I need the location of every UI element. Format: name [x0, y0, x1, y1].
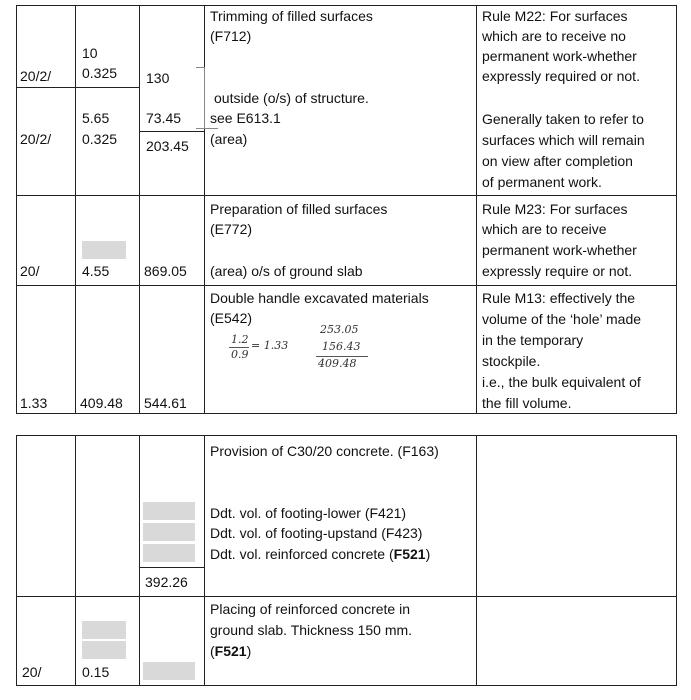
description-2: (F712) [210, 28, 252, 44]
note-3: permanent work-whether [482, 242, 637, 258]
hw-value-1: 253.05 [320, 323, 359, 336]
note-4: expressly require or not. [482, 263, 633, 279]
description-2: (E772) [210, 221, 253, 237]
timesing-2: 20/2/ [20, 131, 52, 147]
timesing: 20/ [22, 664, 42, 680]
note-2: volume of the ‘hole’ made [482, 311, 642, 327]
description-3: (F521) [210, 643, 252, 659]
description-4: Ddt. vol. reinforced concrete (F521) [210, 546, 431, 562]
squaring-1: 130 [146, 70, 170, 86]
note-3: in the temporary [482, 332, 584, 348]
redacted-cell-1 [143, 502, 195, 520]
description-1: Preparation of filled surfaces [210, 201, 388, 217]
dimension-4: 0.325 [82, 131, 118, 147]
note-4: stockpile. [482, 353, 541, 369]
squaring-2: 73.45 [146, 110, 182, 126]
dimension-1: 10 [82, 45, 98, 61]
squaring: 869.05 [144, 263, 187, 279]
redacted-cell [82, 241, 126, 259]
description-1: Placing of reinforced concrete in [210, 601, 410, 617]
description-1: Double handle excavated materials [210, 290, 429, 306]
note-5: i.e., the bulk equivalent of [482, 374, 641, 390]
description-3: outside (o/s) of structure. [214, 90, 369, 106]
note-8: of permanent work. [482, 174, 602, 190]
note-2: which are to receive no [482, 28, 626, 44]
hw-value-3: 409.48 [318, 357, 357, 370]
timesing: 20/ [20, 263, 40, 279]
dimension: 4.55 [82, 263, 110, 279]
calc-numerator: 1.2 [231, 333, 249, 346]
note-4: expressly required or not. [482, 68, 640, 84]
description-3: Ddt. vol. of footing-upstand (F423) [210, 525, 423, 541]
description-3: (area) o/s of ground slab [210, 263, 363, 279]
squaring: 544.61 [144, 395, 187, 411]
description-2: ground slab. Thickness 150 mm. [210, 622, 413, 638]
squaring-3: 203.45 [146, 138, 189, 154]
note-5: Generally taken to refer to [482, 111, 644, 127]
squaring: 392.26 [145, 574, 188, 590]
note-3: permanent work-whether [482, 48, 637, 64]
timesing-1: 20/2/ [20, 68, 52, 84]
dimension-2: 0.325 [82, 65, 118, 81]
description-1: Provision of C30/20 concrete. (F163) [210, 443, 439, 459]
redacted-cell-2 [82, 641, 126, 659]
note-6: the fill volume. [482, 395, 572, 411]
dimension: 0.15 [82, 664, 110, 680]
dimension: 409.48 [80, 395, 123, 411]
calc-denominator: 0.9 [231, 348, 249, 361]
redacted-cell-3 [143, 544, 195, 562]
description-2: Ddt. vol. of footing-lower (F421) [210, 505, 407, 521]
note-7: on view after completion [482, 153, 633, 169]
note-1: Rule M22: For surfaces [482, 8, 628, 24]
description-1: Trimming of filled surfaces [210, 8, 373, 24]
redacted-cell-1 [82, 621, 126, 639]
redacted-cell-2 [143, 523, 195, 541]
note-6: surfaces which will remain [482, 132, 645, 148]
timesing: 1.33 [20, 395, 48, 411]
redacted-cell-3 [143, 662, 195, 680]
hw-value-2: 156.43 [322, 340, 361, 353]
description-5: (area) [210, 131, 248, 147]
note-1: Rule M13: effectively the [482, 290, 636, 306]
description-4: see E613.1 [210, 110, 281, 126]
calc-result: = 1.33 [251, 339, 289, 352]
note-2: which are to receive [482, 221, 607, 237]
description-2: (E542) [210, 310, 253, 326]
note-1: Rule M23: For surfaces [482, 201, 628, 217]
dimension-3: 5.65 [82, 110, 110, 126]
